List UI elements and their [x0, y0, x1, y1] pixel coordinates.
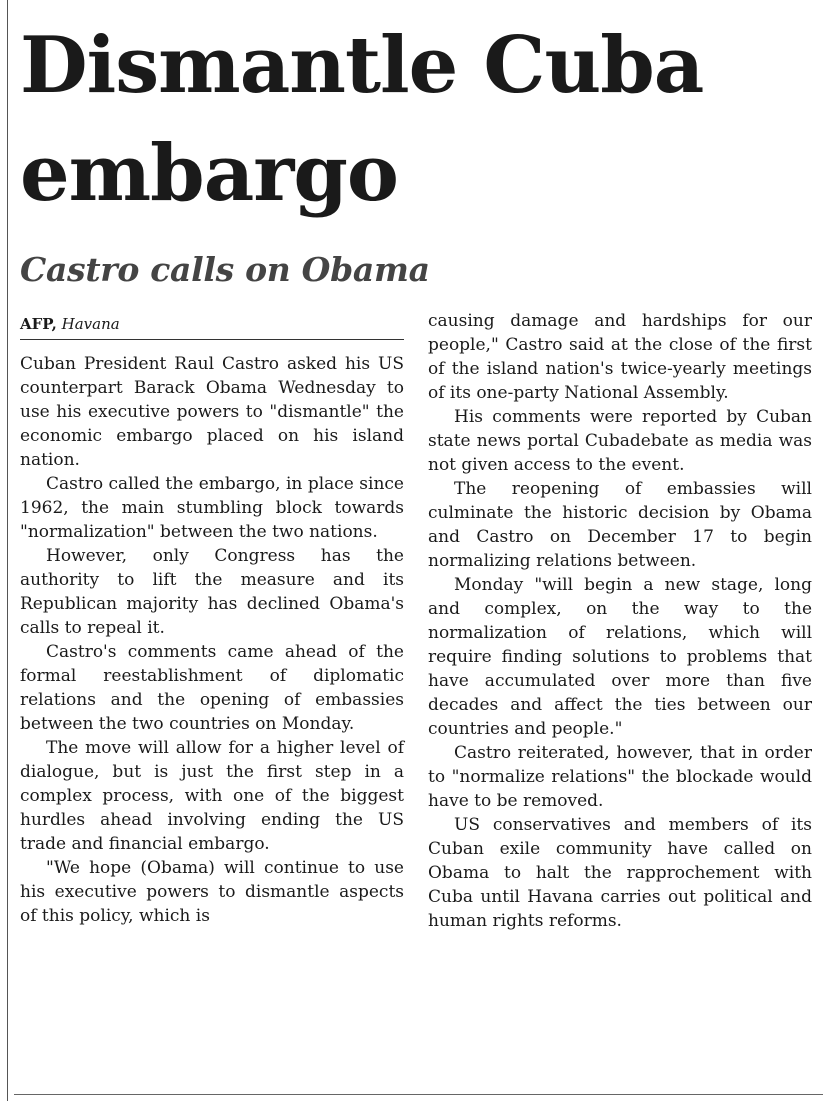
byline-agency: AFP, [20, 315, 57, 333]
article-column-left [20, 309, 404, 928]
paragraph: Castro reiterated, however, that in order to "normalize relations" the blockade would have to be removed. [428, 743, 812, 811]
subheadline: Castro calls on Obama [20, 250, 430, 289]
article-column-right [428, 309, 812, 933]
paragraph: US conservatives and members of its Cuban exile community have called on Obama to halt the rapprochement with Cuba until Havana carries out political and human rights reforms. [428, 815, 812, 931]
paragraph: His comments were reported by Cuban state news portal Cubadebate as media was not given access to the event. [428, 407, 812, 475]
paragraph: Castro's comments came ahead of the formal reestablishment of diplomatic relations and the opening of embassies between the two countries on Monday. [20, 642, 404, 734]
page-left-rule [7, 0, 8, 1101]
paragraph: causing damage and hardships for our people," Castro said at the close of the first of the island nation's twice-yearly meetings of its one-party National Assembly. [428, 311, 812, 403]
paragraph: However, only Congress has the authority to lift the measure and its Republican majority has declined Obama's calls to repeal it. [20, 546, 404, 638]
headline: Dismantle Cuba embargo [20, 20, 704, 219]
byline-location: Havana [61, 315, 120, 333]
paragraph: The reopening of embassies will culminate the historic decision by Obama and Castro on December 17 to begin normalizing relations between. [428, 479, 812, 571]
byline [20, 309, 404, 340]
bottom-rule [14, 1094, 823, 1095]
paragraph: Monday "will begin a new stage, long and complex, on the way to the normalization of relations, which will require finding solutions to problems that have accumulated over more than five decades and affect the ties between our countries and people." [428, 575, 812, 739]
paragraph: "We hope (Obama) will continue to use his executive powers to dismantle aspects of this policy, which is [20, 858, 404, 926]
paragraph: The move will allow for a higher level of dialogue, but is just the first step in a complex process, with one of the biggest hurdles ahead involving ending the US trade and financial embargo. [20, 738, 404, 854]
paragraph: Cuban President Raul Castro asked his US counterpart Barack Obama Wednesday to use his executive powers to "dismantle" the economic embargo placed on his island nation. [20, 354, 404, 470]
paragraph: Castro called the embargo, in place since 1962, the main stumbling block towards "normalization" between the two nations. [20, 474, 404, 542]
